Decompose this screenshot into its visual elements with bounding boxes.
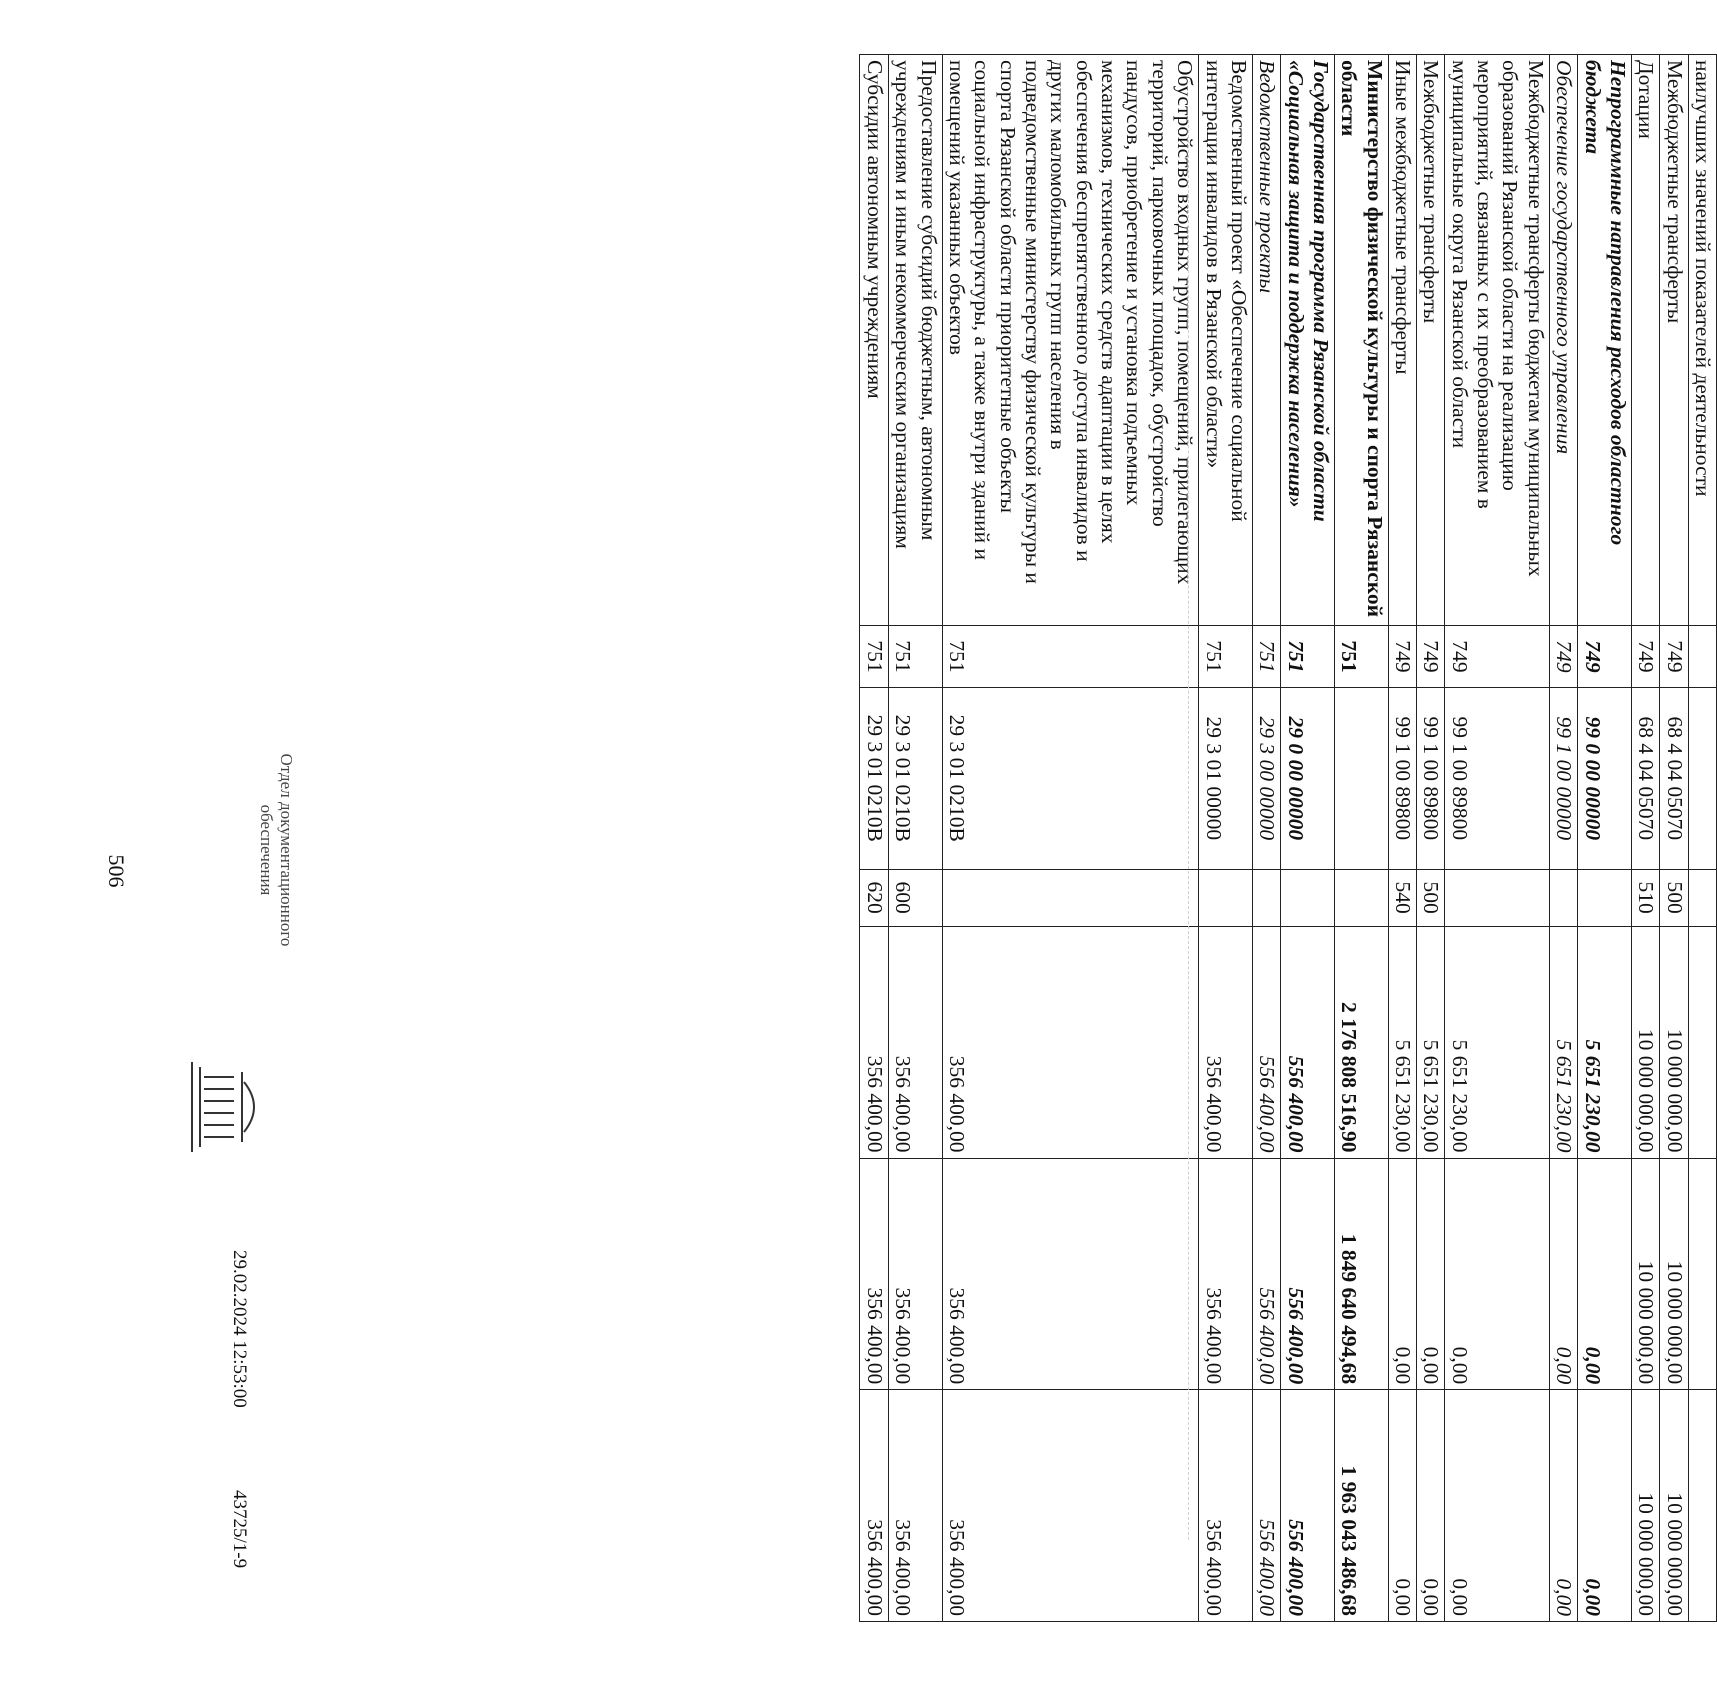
row-expense-type-cell: 500 xyxy=(1660,869,1688,926)
row-gr-code-cell: 749 xyxy=(1660,625,1688,687)
row-amount-year2-cell: 556 400,00 xyxy=(1281,1158,1335,1390)
table-row xyxy=(1417,55,1445,1622)
page-number: 506 xyxy=(104,854,129,888)
row-amount-year3-cell: 0,00 xyxy=(1549,1390,1577,1622)
row-amount-year2-cell: 10 000 000,00 xyxy=(1660,1158,1688,1390)
row-amount-year1-cell: 2 176 808 516,90 xyxy=(1334,926,1388,1158)
row-amount-year1-cell: 556 400,00 xyxy=(1252,926,1280,1158)
row-target-code-cell: 29 3 01 00000 xyxy=(1199,687,1253,869)
table-row xyxy=(1252,55,1280,1622)
row-name-cell: Предоставление субсидий бюджетным, автономным учреждениям и иным некоммерческим организациям xyxy=(888,55,942,626)
row-gr-code-cell: 749 xyxy=(1631,625,1659,687)
row-name-cell: Ведомственный проект «Обеспечение социальной интеграции инвалидов в Рязанской области» xyxy=(1199,55,1253,626)
row-amount-year2-cell: 0,00 xyxy=(1388,1158,1416,1390)
row-amount-year1-cell: 556 400,00 xyxy=(1281,926,1335,1158)
duma-building-icon xyxy=(146,1052,264,1162)
table-row xyxy=(1388,55,1416,1622)
row-name-cell: Обеспечение государственного управления xyxy=(1549,55,1577,626)
row-target-code-cell: 68 4 04 05070 xyxy=(1631,687,1659,869)
row-amount-year1-cell: 5 651 230,00 xyxy=(1578,926,1632,1158)
row-expense-type-cell xyxy=(1445,869,1549,926)
row-amount-year2-cell: 1 849 640 494,68 xyxy=(1334,1158,1388,1390)
row-expense-type-cell xyxy=(1688,869,1716,926)
row-amount-year2-cell: 10 000 000,00 xyxy=(1631,1158,1659,1390)
table-row xyxy=(1199,55,1253,1622)
row-expense-type-cell: 620 xyxy=(860,869,888,926)
row-target-code-cell: 99 1 00 89800 xyxy=(1388,687,1416,869)
row-expense-type-cell xyxy=(1549,869,1577,926)
row-amount-year1-cell: 356 400,00 xyxy=(942,926,1199,1158)
row-name-cell: Государственная программа Рязанской области «Социальная защита и поддержка населения» xyxy=(1281,55,1335,626)
row-amount-year3-cell: 0,00 xyxy=(1445,1390,1549,1622)
row-target-code-cell: 29 3 01 0210В xyxy=(888,687,942,869)
table-row xyxy=(1631,55,1659,1622)
row-amount-year1-cell: 5 651 230,00 xyxy=(1445,926,1549,1158)
row-target-code-cell: 99 1 00 89800 xyxy=(1417,687,1445,869)
row-amount-year1-cell: 10 000 000,00 xyxy=(1631,926,1659,1158)
row-expense-type-cell xyxy=(942,869,1199,926)
table-row xyxy=(1660,55,1688,1622)
row-amount-year2-cell: 356 400,00 xyxy=(860,1158,888,1390)
row-name-cell: Непрограммные направления расходов областного бюджета xyxy=(1578,55,1632,626)
row-expense-type-cell xyxy=(1281,869,1335,926)
row-amount-year3-cell: 10 000 000,00 xyxy=(1631,1390,1659,1622)
row-gr-code-cell: 751 xyxy=(1334,625,1388,687)
row-gr-code-cell: 751 xyxy=(860,625,888,687)
table-row xyxy=(1445,55,1549,1622)
row-expense-type-cell: 500 xyxy=(1417,869,1445,926)
row-amount-year2-cell: 0,00 xyxy=(1578,1158,1632,1390)
row-amount-year2-cell: 0,00 xyxy=(1417,1158,1445,1390)
row-amount-year2-cell xyxy=(1688,1158,1716,1390)
row-amount-year2-cell: 356 400,00 xyxy=(942,1158,1199,1390)
row-target-code-cell: 29 3 01 0210В xyxy=(942,687,1199,869)
row-amount-year3-cell: 556 400,00 xyxy=(1252,1390,1280,1622)
budget-table-body xyxy=(860,55,1717,1622)
row-target-code-cell xyxy=(1688,687,1716,869)
row-target-code-cell: 68 4 04 05070 xyxy=(1660,687,1688,869)
row-name-cell: Министерство физической культуры и спорта Рязанской области xyxy=(1334,55,1388,626)
row-gr-code-cell xyxy=(1688,625,1716,687)
row-target-code-cell xyxy=(1334,687,1388,869)
table-row xyxy=(1334,55,1388,1622)
row-amount-year1-cell: 10 000 000,00 xyxy=(1660,926,1688,1158)
row-amount-year3-cell: 1 963 043 486,68 xyxy=(1334,1390,1388,1622)
row-gr-code-cell: 749 xyxy=(1388,625,1416,687)
table-row xyxy=(1688,55,1716,1622)
margin-divider xyxy=(1188,120,1190,1540)
row-name-cell: Межбюджетные трансферты xyxy=(1660,55,1688,626)
row-name-cell: Иные межбюджетные трансферты xyxy=(1388,55,1416,626)
row-target-code-cell: 29 0 00 00000 xyxy=(1281,687,1335,869)
row-name-cell: наилучших значений показателей деятельности xyxy=(1688,55,1716,626)
row-amount-year1-cell: 5 651 230,00 xyxy=(1417,926,1445,1158)
office-stamp: Отдел документационного обеспечения xyxy=(257,753,296,947)
row-gr-code-cell: 749 xyxy=(1578,625,1632,687)
row-amount-year3-cell: 356 400,00 xyxy=(888,1390,942,1622)
row-amount-year1-cell xyxy=(1688,926,1716,1158)
row-target-code-cell: 99 1 00 00000 xyxy=(1549,687,1577,869)
row-expense-type-cell xyxy=(1578,869,1632,926)
row-amount-year1-cell: 356 400,00 xyxy=(1199,926,1253,1158)
row-expense-type-cell: 600 xyxy=(888,869,942,926)
row-name-cell: Субсидии автономным учреждениям xyxy=(860,55,888,626)
table-row xyxy=(1281,55,1335,1622)
row-amount-year3-cell: 10 000 000,00 xyxy=(1660,1390,1688,1622)
table-row xyxy=(942,55,1199,1622)
row-amount-year3-cell: 0,00 xyxy=(1417,1390,1445,1622)
row-amount-year1-cell: 5 651 230,00 xyxy=(1388,926,1416,1158)
row-target-code-cell: 29 3 01 0210В xyxy=(860,687,888,869)
row-expense-type-cell xyxy=(1334,869,1388,926)
row-amount-year2-cell: 0,00 xyxy=(1445,1158,1549,1390)
row-name-cell: Дотации xyxy=(1631,55,1659,626)
row-amount-year2-cell: 356 400,00 xyxy=(888,1158,942,1390)
row-amount-year2-cell: 0,00 xyxy=(1549,1158,1577,1390)
budget-table xyxy=(860,54,1717,1622)
row-gr-code-cell: 749 xyxy=(1417,625,1445,687)
row-target-code-cell: 29 3 00 00000 xyxy=(1252,687,1280,869)
row-expense-type-cell xyxy=(1252,869,1280,926)
row-name-cell: Ведомственные проекты xyxy=(1252,55,1280,626)
row-amount-year2-cell: 556 400,00 xyxy=(1252,1158,1280,1390)
table-row xyxy=(1578,55,1632,1622)
row-amount-year3-cell xyxy=(1688,1390,1716,1622)
row-gr-code-cell: 751 xyxy=(1281,625,1335,687)
row-gr-code-cell: 749 xyxy=(1549,625,1577,687)
row-name-cell: Обустройство входных групп, помещений, прилегающих территорий, парковочных площадок, обустройство пандусов, приобретение и установка подъемных механизмов, технических средств адаптации в целях обеспечения беспрепятственного доступа инвалидов и других маломобильных групп населения в подведомственные министерству физической культуры и спорта Рязанской области приоритетные объекты социальной инфраструктуры, а также внутри зданий и помещений указанных объектов xyxy=(942,55,1199,626)
row-amount-year3-cell: 0,00 xyxy=(1578,1390,1632,1622)
row-name-cell: Межбюджетные трансферты xyxy=(1417,55,1445,626)
table-row xyxy=(1549,55,1577,1622)
row-amount-year1-cell: 356 400,00 xyxy=(860,926,888,1158)
row-target-code-cell: 99 1 00 89800 xyxy=(1445,687,1549,869)
row-expense-type-cell: 510 xyxy=(1631,869,1659,926)
row-amount-year3-cell: 356 400,00 xyxy=(860,1390,888,1622)
row-amount-year2-cell: 356 400,00 xyxy=(1199,1158,1253,1390)
row-gr-code-cell: 751 xyxy=(888,625,942,687)
row-gr-code-cell: 751 xyxy=(942,625,1199,687)
row-gr-code-cell: 751 xyxy=(1252,625,1280,687)
row-expense-type-cell: 540 xyxy=(1388,869,1416,926)
row-expense-type-cell xyxy=(1199,869,1253,926)
row-amount-year3-cell: 556 400,00 xyxy=(1281,1390,1335,1622)
row-amount-year3-cell: 356 400,00 xyxy=(942,1390,1199,1622)
row-gr-code-cell: 751 xyxy=(1199,625,1253,687)
table-row xyxy=(888,55,942,1622)
row-amount-year3-cell: 0,00 xyxy=(1388,1390,1416,1622)
row-name-cell: Межбюджетные трансферты бюджетам муниципальных образований Рязанской области на реализацию мероприятий, связанных с их преобразованием в муниципальные округа Рязанской области xyxy=(1445,55,1549,626)
row-gr-code-cell: 749 xyxy=(1445,625,1549,687)
row-amount-year1-cell: 5 651 230,00 xyxy=(1549,926,1577,1158)
document-date: 29.02.2024 12:53:00 xyxy=(229,1250,250,1408)
row-amount-year1-cell: 356 400,00 xyxy=(888,926,942,1158)
row-amount-year3-cell: 356 400,00 xyxy=(1199,1390,1253,1622)
row-target-code-cell: 99 0 00 00000 xyxy=(1578,687,1632,869)
table-row xyxy=(860,55,888,1622)
document-id: 43725/1-9 xyxy=(229,1490,250,1569)
